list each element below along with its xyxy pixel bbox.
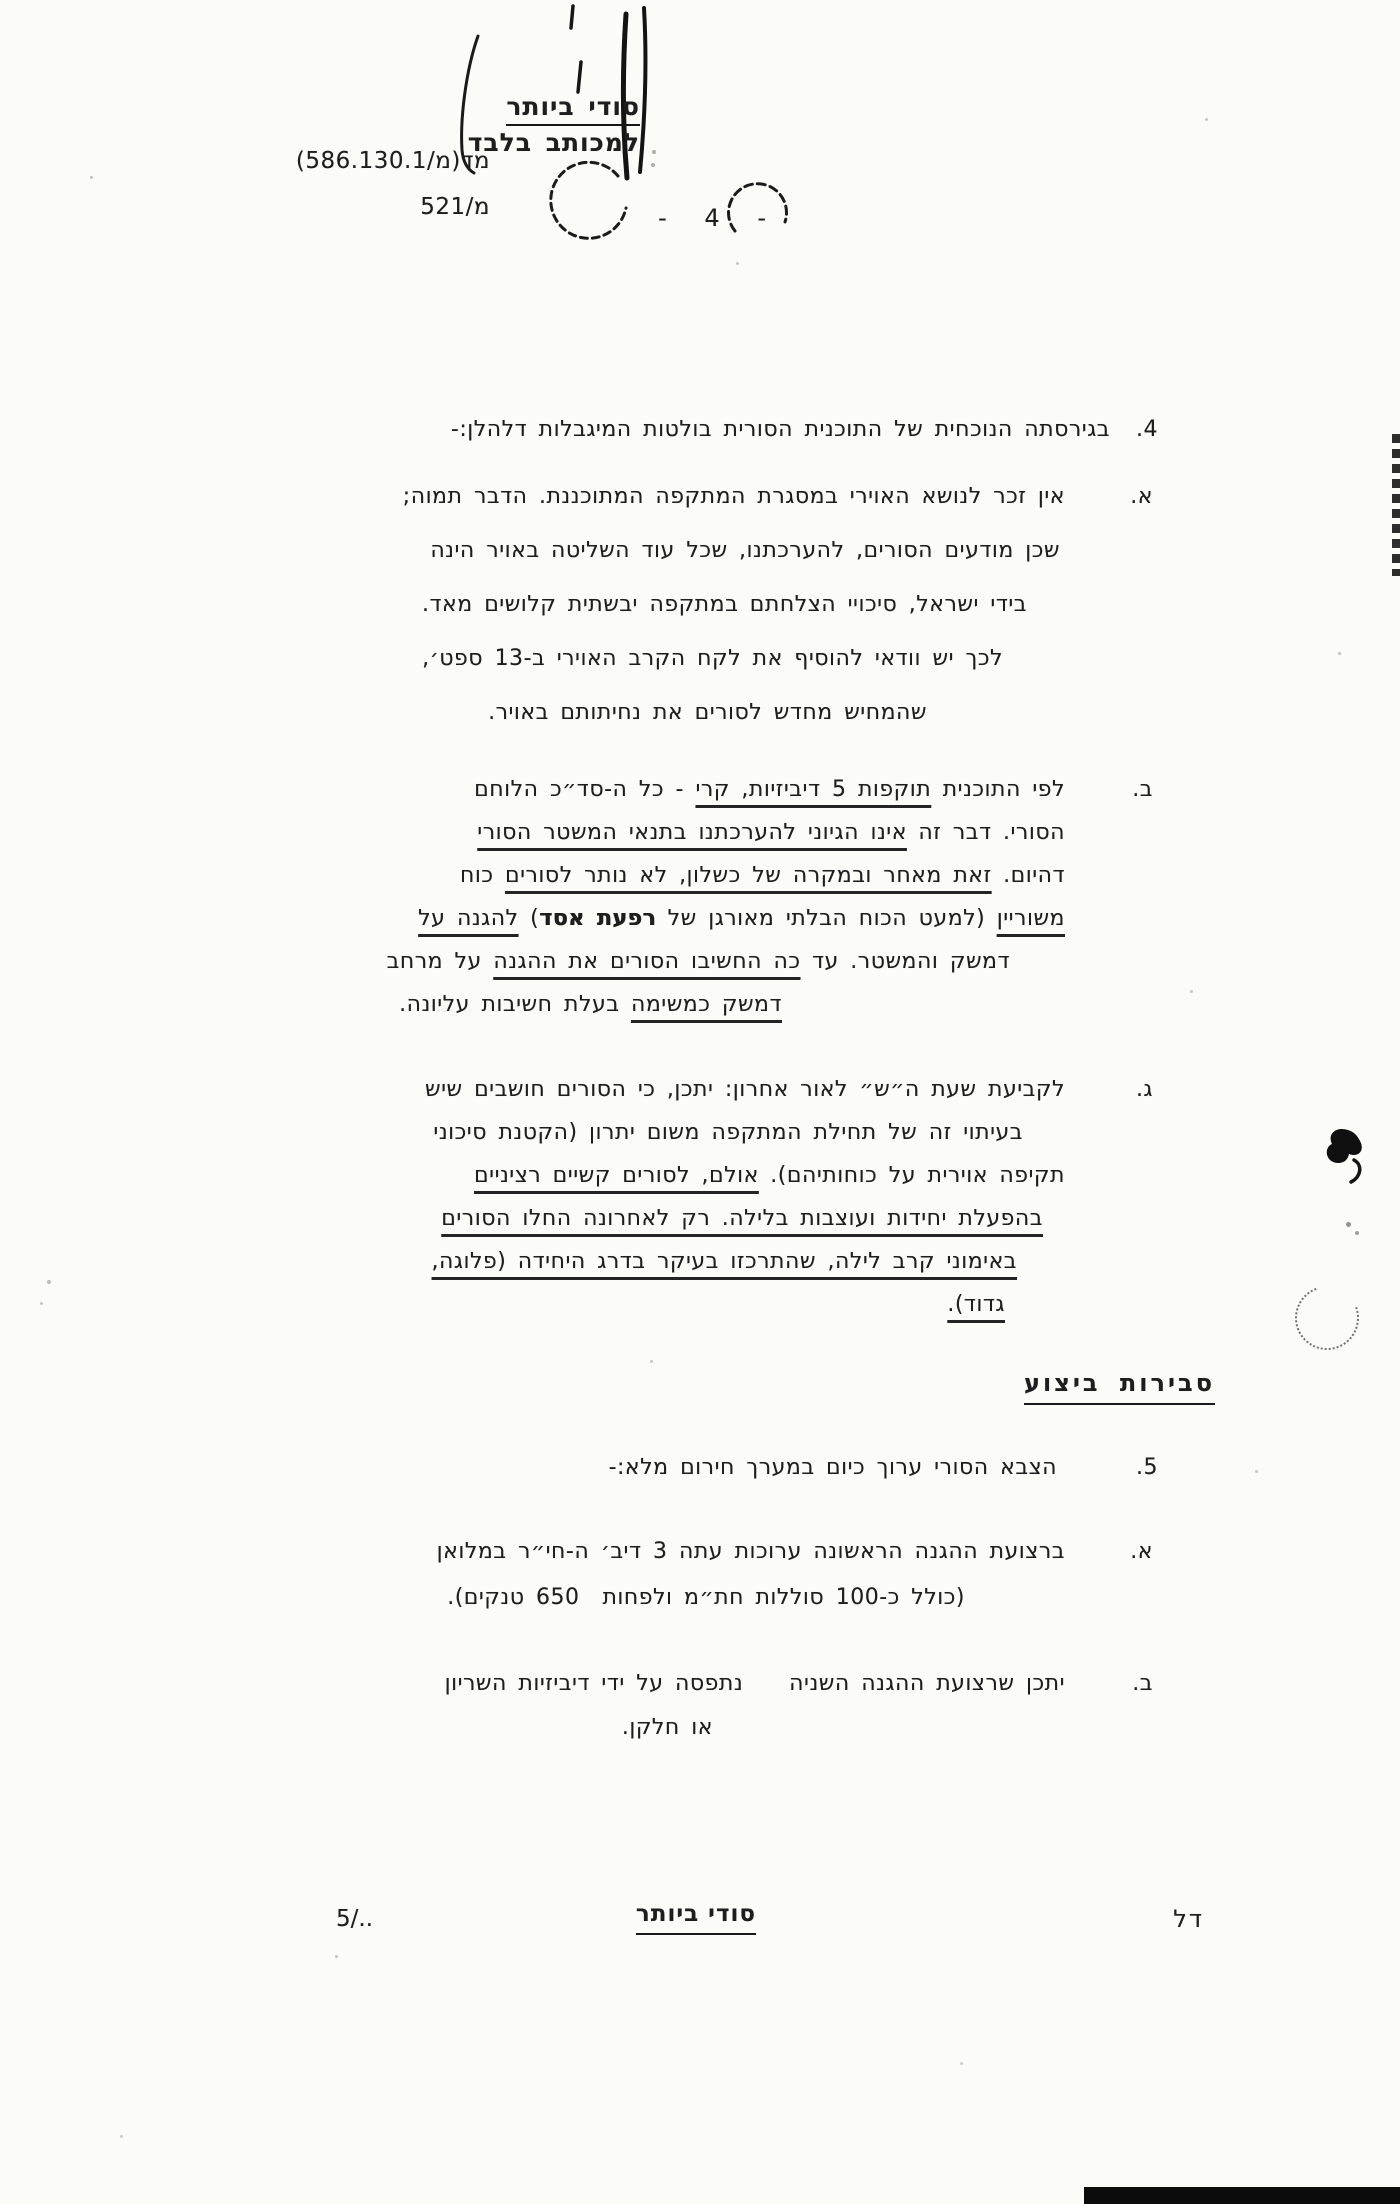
- text-line: [70, 1111, 1065, 1154]
- paragraph-5a: [0, 1529, 1400, 1621]
- text-line: [70, 1240, 1065, 1283]
- text-line: [70, 811, 1065, 854]
- paragraph-4a: [0, 470, 1400, 740]
- text-line: [70, 1197, 1065, 1240]
- text-segment: (למעט הכוח הבלתי מאורגן של: [656, 906, 997, 931]
- text-line: [70, 632, 1065, 686]
- text-segment: לפי התוכנית: [931, 777, 1065, 802]
- text-line: [70, 854, 1065, 897]
- underlined-text-segment: באימוני קרב לילה, שהתרכזו בעיקר בדרג היחידה (פלוגה,: [431, 1249, 1017, 1274]
- scan-speck: [650, 1360, 653, 1363]
- text-segment: או חלקן.: [621, 1715, 713, 1740]
- ink-blot-mark: [1318, 1124, 1378, 1190]
- paragraph-text: [70, 1446, 1057, 1490]
- scan-speck: [960, 2062, 963, 2065]
- text-segment: בעלת חשיבות עליונה.: [399, 992, 631, 1017]
- section-heading-text: סבירות ביצוע: [1024, 1369, 1215, 1405]
- reference-number-1: מד(מ/586.130.1): [295, 148, 490, 174]
- underlined-text-segment: להגנה על: [418, 906, 519, 931]
- underlined-text-segment: משוריין: [996, 906, 1065, 931]
- text-segment: - כל ה-סד״כ הלוחם: [474, 777, 696, 802]
- text-line: [70, 1154, 1065, 1197]
- text-segment: תקיפה אוירית על כוחותיהם).: [758, 1163, 1065, 1188]
- text-segment: שהמחיש מחדש לסורים את נחיתותם באויר.: [488, 700, 927, 725]
- paragraph-text: [70, 1662, 1065, 1750]
- text-line: [70, 1529, 1065, 1575]
- paragraph-letter: א.: [1130, 484, 1153, 509]
- text-line: [70, 1575, 1065, 1621]
- scan-speck: [736, 262, 739, 265]
- paragraph-4c: [0, 1068, 1400, 1326]
- underlined-text-segment: גדוד).: [947, 1292, 1005, 1317]
- underlined-text-segment: אינו הגיוני להערכתנו בתנאי המשטר הסורי: [477, 820, 907, 845]
- underlined-text-segment: תוקפות 5 דיביזיות, קרי: [695, 777, 932, 802]
- classification-stamp: [468, 90, 640, 159]
- scan-speck: [120, 2135, 123, 2138]
- text-line: [70, 1662, 1065, 1706]
- paragraph-number: 4.: [1136, 417, 1158, 442]
- text-line: [70, 1446, 1057, 1490]
- scan-bottom-bar: [1084, 2187, 1400, 2204]
- underlined-text-segment: אולם, לסורים קשיים רציניים: [474, 1163, 759, 1188]
- text-line: [70, 983, 1065, 1026]
- text-line: [70, 1068, 1065, 1111]
- scan-speck: [651, 163, 655, 167]
- scan-edge-mark: [1392, 434, 1400, 576]
- stamp-line-2: למכותב בלבד: [467, 128, 640, 157]
- text-segment: לקביעת שעת ה״ש״ לאור אחרון: יתכן, כי הסורים חושבים שיש: [425, 1077, 1065, 1102]
- paragraph-letter: ג.: [1135, 1077, 1153, 1102]
- text-line: [70, 897, 1065, 940]
- reference-numbers: [296, 138, 490, 230]
- reference-number-2: מ/521: [420, 194, 490, 220]
- text-line: [70, 408, 1110, 452]
- text-segment: על מרחב: [386, 949, 494, 974]
- text-segment: בידי ישראל, סיכויי הצלחתם במתקפה יבשתית קלושים מאד.: [422, 592, 1027, 617]
- text-line: [70, 768, 1065, 811]
- text-line: [70, 1283, 1065, 1326]
- underlined-text-segment: זאת מאחר ובמקרה של כשלון, לא נותר לסורים: [504, 863, 992, 888]
- text-line: [70, 1706, 1065, 1750]
- scan-speck: [1255, 1470, 1258, 1473]
- text-segment: הסורי. דבר זה: [906, 820, 1065, 845]
- text-line: [70, 524, 1065, 578]
- scan-speck: [1346, 1222, 1351, 1227]
- scan-speck: [1355, 1231, 1359, 1235]
- paragraph-4: [0, 408, 1400, 452]
- scan-speck: [1190, 990, 1193, 993]
- text-segment: כוח: [459, 863, 505, 888]
- footer-initials: דל: [1173, 1905, 1204, 1933]
- text-segment: שכן מודעים הסורים, להערכתנו, שכל עוד השליטה באויר הינה: [430, 538, 1060, 563]
- paragraph-text: [70, 470, 1065, 740]
- underlined-text-segment: בהפעלת יחידות ועוצבות בלילה. רק לאחרונה החלו הסורים: [441, 1206, 1043, 1231]
- text-line: [70, 578, 1065, 632]
- paragraph-text: [70, 1529, 1065, 1621]
- paragraph-number: 5.: [1136, 1455, 1158, 1480]
- text-line: [70, 470, 1065, 524]
- stamp-line-1: [468, 90, 640, 126]
- text-segment: ברצועת ההגנה הראשונה ערוכות עתה 3 דיב׳ ה-חי״ר במלואן: [436, 1539, 1065, 1564]
- text-segment: ): [518, 906, 540, 931]
- underlined-text-segment: דמשק כמשימה: [630, 992, 782, 1017]
- paragraph-5b: [0, 1662, 1400, 1750]
- paragraph-letter: ב.: [1132, 777, 1153, 802]
- scan-speck: [90, 176, 93, 179]
- scan-speck: [652, 150, 656, 154]
- text-segment: יתכן שרצועת ההגנה השניה נתפסה על ידי דיביזיות השריון: [444, 1671, 1065, 1696]
- footer-classification: [636, 1901, 756, 1935]
- text-line: [70, 686, 1065, 740]
- text-segment: (כולל כ-100 סוללות חת״מ ולפחות 650 טנקים).: [447, 1585, 965, 1610]
- paragraph-4b: [0, 768, 1400, 1026]
- paragraph-text: [70, 408, 1110, 452]
- stamp-classification-text: סודי ביותר: [506, 90, 640, 126]
- section-heading: [1024, 1369, 1215, 1405]
- text-segment: דמשק והמשטר. עד: [800, 949, 1010, 974]
- scan-speck: [335, 1955, 338, 1958]
- scan-speck: [1205, 118, 1208, 121]
- text-segment: בעיתוי זה של תחילת המתקפה משום יתרון (הקטנת סיכוני: [433, 1120, 1023, 1145]
- page-number: - 4 -: [658, 204, 768, 232]
- emphasized-text-segment: רפעת אסד: [539, 906, 657, 931]
- text-segment: בגירסתה הנוכחית של התוכנית הסורית בולטות המיגבלות דלהלן:-: [450, 417, 1110, 442]
- footer-next-page-ref: 5/..: [336, 1906, 374, 1932]
- paragraph-text: [70, 768, 1065, 1026]
- scan-speck: [47, 1280, 51, 1284]
- text-segment: אין זכר לנושא האוירי במסגרת המתקפה המתוכננת. הדבר תמוה;: [402, 484, 1065, 509]
- scan-speck: [40, 1302, 43, 1305]
- text-segment: דהיום.: [991, 863, 1065, 888]
- paragraph-letter: ב.: [1132, 1671, 1153, 1696]
- paragraph-text: [70, 1068, 1065, 1326]
- text-line: [70, 940, 1065, 983]
- footer-classification-text: סודי ביותר: [636, 1901, 756, 1935]
- scan-speck: [1338, 652, 1341, 655]
- text-segment: הצבא הסורי ערוך כיום במערך חירום מלא:-: [608, 1455, 1057, 1480]
- underlined-text-segment: כה החשיבו הסורים את ההגנה: [493, 949, 801, 974]
- paragraph-5: [0, 1446, 1400, 1490]
- text-segment: לכך יש וודאי להוסיף את לקח הקרב האוירי ב-13 ספט׳,: [422, 646, 1003, 671]
- paragraph-letter: א.: [1130, 1539, 1153, 1564]
